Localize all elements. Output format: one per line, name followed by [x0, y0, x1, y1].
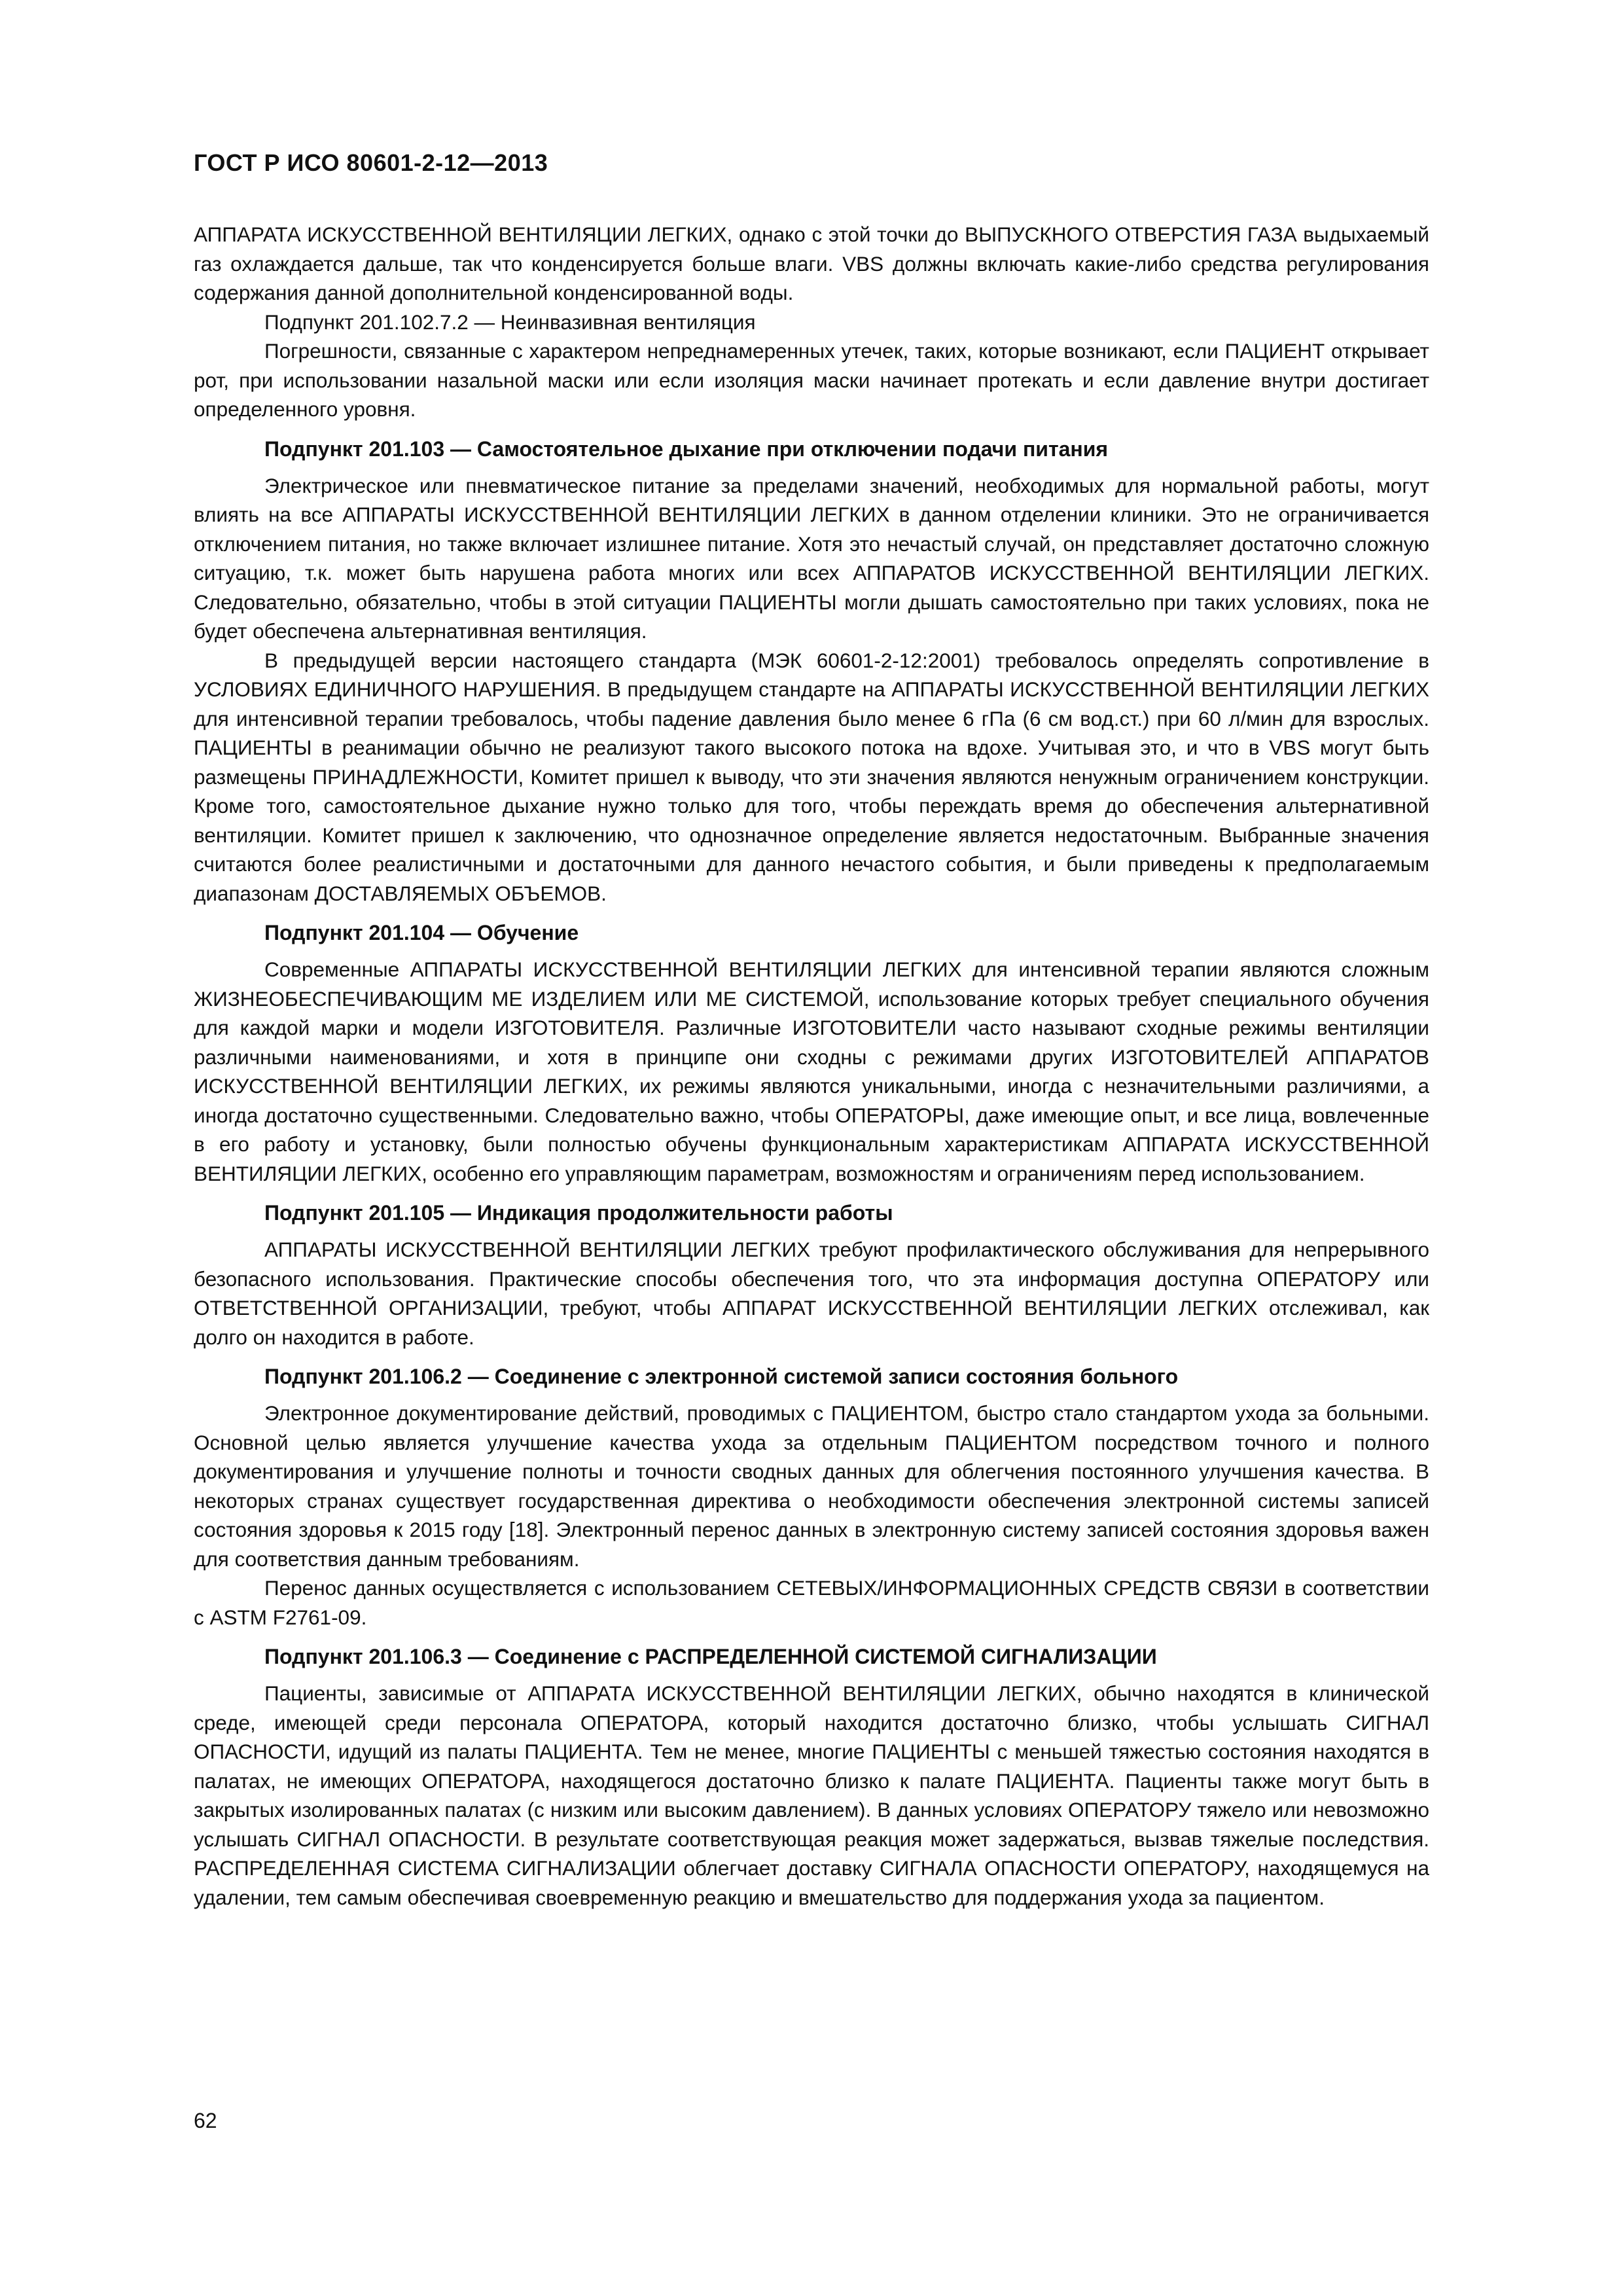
heading-201-104: Подпункт 201.104 — Обучение [264, 921, 579, 944]
paragraph-continuation: АППАРАТА ИСКУССТВЕННОЙ ВЕНТИЛЯЦИИ ЛЕГКИХ, однако с этой точки до ВЫПУСКНОГО ОТВЕРСТИЯ ГАЗА выдыхаемый газ охлаждается дальше, так что конденсируется больше влаги. VBS должны включать какие-либо средства регулирования содержания данной дополнительной конденсированной воды. [194, 223, 1429, 304]
standard-header: ГОСТ Р ИСО 80601-2-12—2013 [194, 149, 548, 176]
document-page [194, 0, 1429, 2296]
paragraph-training: Современные АППАРАТЫ ИСКУССТВЕННОЙ ВЕНТИЛЯЦИИ ЛЕГКИХ для интенсивной терапии являются сложным ЖИЗНЕОБЕСПЕЧИВАЮЩИМ МЕ ИЗДЕЛИЕМ ИЛИ МЕ СИСТЕМОЙ, использование которых требует специального обучения для каждой марки и модели ИЗГОТОВИТЕЛЯ. Различные ИЗГОТОВИТЕЛИ часто называют сходные режимы вентиляции различными наименованиями, и хотя в принципе они сходны с режимами других ИЗГОТОВИТЕЛЕЙ АППАРАТОВ ИСКУССТВЕННОЙ ВЕНТИЛЯЦИИ ЛЕГКИХ, их режимы являются уникальными, иногда с незначительными различиями, а иногда достаточно существенными. Следовательно важно, чтобы ОПЕРАТОРЫ, даже имеющие опыт, и все лица, вовлеченные в его работу и установку, были полностью обучены функциональным характеристикам АППАРАТА ИСКУССТВЕННОЙ ВЕНТИЛЯЦИИ ЛЕГКИХ, особенно его управляющим параметрам, возможностям и ограничениям перед использованием. [194, 958, 1429, 1185]
document-body [194, 220, 1429, 1912]
paragraph-operating-time: АППАРАТЫ ИСКУССТВЕННОЙ ВЕНТИЛЯЦИИ ЛЕГКИХ требуют профилактического обслуживания для непрерывного безопасного использования. Практические способы обеспечения того, что эта информация доступна ОПЕРАТОРУ или ОТВЕТСТВЕННОЙ ОРГАНИЗАЦИИ, требуют, чтобы АППАРАТ ИСКУССТВЕННОЙ ВЕНТИЛЯЦИИ ЛЕГКИХ отслеживал, как долго он находится в работе. [194, 1238, 1429, 1349]
paragraph-electronic-records: Электронное документирование действий, проводимых с ПАЦИЕНТОМ, быстро стало стандартом ухода за больными. Основной целью является улучшение качества ухода за отдельным ПАЦИЕНТОМ посредством точного и полного документирования и улучшение полноты и точности сводных данных для облегчения постоянного улучшения качества. В некоторых странах существует государственная директива о необходимости обеспечения электронной системы записей состояния здоровья к 2015 году [18]. Электронный перенос данных в электронную систему записей состояния здоровья важен для соответствия данным требованиям. [194, 1401, 1429, 1571]
paragraph-data-transfer: Перенос данных осуществляется с использованием СЕТЕВЫХ/ИНФОРМАЦИОННЫХ СРЕДСТВ СВЯЗИ в соответствии с ASTM F2761-09. [194, 1576, 1429, 1629]
paragraph-subclause-201-102-7-2: Подпункт 201.102.7.2 — Неинвазивная вентиляция [264, 310, 756, 334]
paragraph-power-supply: Электрическое или пневматическое питание за пределами значений, необходимых для нормальной работы, могут влиять на все АППАРАТЫ ИСКУССТВЕННОЙ ВЕНТИЛЯЦИИ ЛЕГКИХ в данном отделении клиники. Это не ограничивается отключением питания, но также включает излишнее питание. Хотя это нечастый случай, он представляет достаточно сложную ситуацию, т.к. может быть нарушена работа многих или всех АППАРАТОВ ИСКУССТВЕННОЙ ВЕНТИЛЯЦИИ ЛЕГКИХ. Следовательно, обязательно, чтобы в этой ситуации ПАЦИЕНТЫ могли дышать самостоятельно при таких условиях, пока не будет обеспечена альтернативная вентиляция. [194, 473, 1429, 643]
paragraph-distributed-alarm: Пациенты, зависимые от АППАРАТА ИСКУССТВЕННОЙ ВЕНТИЛЯЦИИ ЛЕГКИХ, обычно находятся в клинической среде, имеющей среди персонала ОПЕРАТОРА, который находится достаточно близко, чтобы услышать СИГНАЛ ОПАСНОСТИ, идущий из палаты ПАЦИЕНТА. Тем не менее, многие ПАЦИЕНТЫ с меньшей тяжестью состояния находятся в палатах, не имеющих ОПЕРАТОРА, находящегося достаточно близко к палате ПАЦИЕНТА. Пациенты также могут быть в закрытых изолированных палатах (с низким или высоким давлением). В данных условиях ОПЕРАТОРУ тяжело или невозможно услышать СИГНАЛ ОПАСНОСТИ. В результате соответствующая реакция может задержаться, вызвав тяжелые последствия. РАСПРЕДЕЛЕННАЯ СИСТЕМА СИГНАЛИЗАЦИИ облегчает доставку СИГНАЛА ОПАСНОСТИ ОПЕРАТОРУ, находящемуся на удалении, тем самым обеспечивая своевременную реакцию и вмешательство для поддержания ухода за пациентом. [194, 1681, 1429, 1909]
heading-201-106-2: Подпункт 201.106.2 — Соединение с электронной системой записи состояния больного [264, 1365, 1179, 1388]
heading-201-105: Подпункт 201.105 — Индикация продолжительности работы [264, 1201, 893, 1225]
page-number: 62 [194, 2109, 217, 2132]
heading-201-106-3: Подпункт 201.106.3 — Соединение с РАСПРЕДЕЛЕННОЙ СИСТЕМОЙ СИГНАЛИЗАЦИИ [264, 1645, 1157, 1668]
heading-201-103: Подпункт 201.103 — Самостоятельное дыхание при отключении подачи питания [264, 437, 1109, 461]
paragraph-previous-version: В предыдущей версии настоящего стандарта (МЭК 60601-2-12:2001) требовалось определять сопротивление в УСЛОВИЯХ ЕДИНИЧНОГО НАРУШЕНИЯ. В предыдущем стандарте на АППАРАТЫ ИСКУССТВЕННОЙ ВЕНТИЛЯЦИИ ЛЕГКИХ для интенсивной терапии требовалось, чтобы падение давления было менее 6 гПа (6 см вод.ст.) при 60 л/мин для взрослых. ПАЦИЕНТЫ в реанимации обычно не реализуют такого высокого потока на вдохе. Учитывая это, и что в VBS могут быть размещены ПРИНАДЛЕЖНОСТИ, Комитет пришел к выводу, что эти значения являются ненужным ограничением конструкции. Кроме того, самостоятельное дыхание нужно только для того, чтобы переждать время до обеспечения альтернативной вентиляции. Комитет пришел к заключению, что однозначное определение является недостаточным. Выбранные значения считаются более реалистичными и достаточными для данного нечастого события, и были приведены к предполагаемым диапазонам ДОСТАВЛЯЕМЫХ ОБЪЕМОВ. [194, 648, 1429, 905]
paragraph-noninvasive-ventilation: Погрешности, связанные с характером непреднамеренных утечек, таких, которые возникают, если ПАЦИЕНТ открывает рот, при использовании назальной маски или если изоляция маски начинает протекать и если давление внутри достигает определенного уровня. [194, 339, 1429, 421]
